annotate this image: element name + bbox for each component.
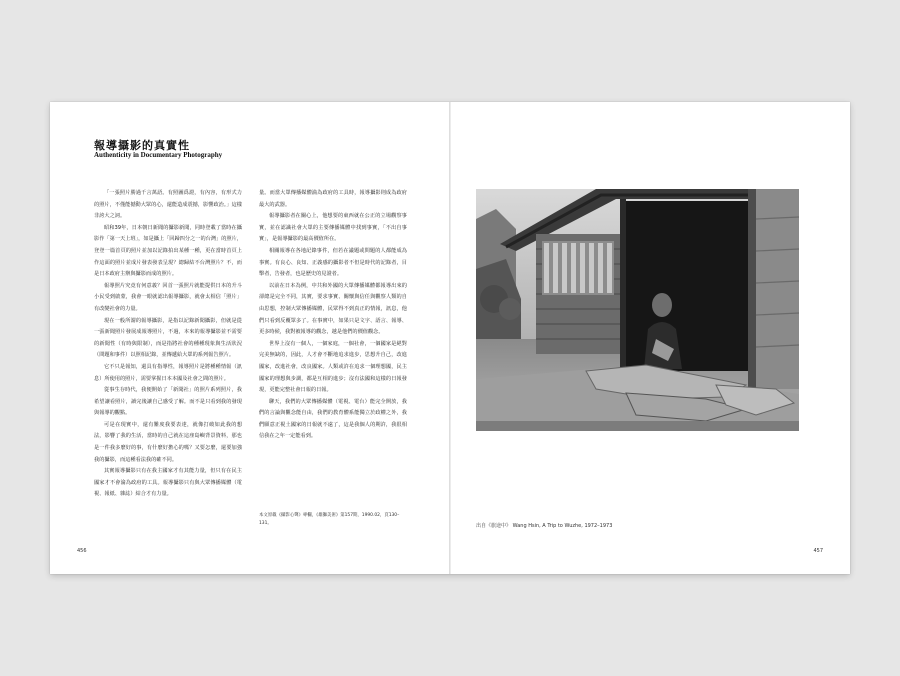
paragraph: 可是在現實中，還有難度我要表達，就像打破如此我的想法，影響了我的生活，當時的自己就在這座島嶼背景資料，那也是一件我多麼好的事，有什麼好擔心的嗎？又要怎麼，還要加強我的攝影，而這種看法我的確不同。	[94, 421, 242, 463]
page-number-right: 457	[813, 548, 823, 554]
right-page	[450, 102, 850, 574]
paragraph: 「一張照片勝過千言萬語。有照圖爲證，有內容，有形式力的照片，不僅能撼動大眾的心，還能造成震撼，影響政治。」這樣非誇大之詞。	[94, 190, 242, 220]
paragraph: 世界上沒有一個人，一個家庭，一個社會，一個國家是絕對完美無缺的，因此，人才會不斷地追求進步，思想升自己，改進國家，改進社會，改良國家。人類或許在追求一個理想國，民主國家的理想與步調，都是互相的進步；沒有法國和這樣的日報發現，更能完整社會日報的日報。	[259, 340, 407, 394]
book-spread	[50, 102, 850, 574]
paragraph: 現在一般所謂的報導攝影，是指以記錄新聞攝影，但就是從一張新聞照片發展成報導照片，不過，本來的報導攝影並不需要的新聞性（有時與限制），而是指將社會的種種現象與生活狀況（問題和事件）以照相記錄，並傳遞給大眾的系列報告照片。	[94, 317, 242, 359]
body-column-1	[94, 188, 242, 533]
photo-image	[476, 189, 799, 431]
paragraph: 相關報導在各地記錄事件，但若在議題或問題的人都能成為事實。有良心、良知、正義感的攝影者不但是時代的記錄者，目擊者，告發者，也是歷史的見證者。	[259, 247, 407, 278]
paragraph: 它不只是報知，還具有指導性，報導照片是將種種情報（訊息）所使用的照片，需要掌握日本本國及社會之間的照片。	[94, 363, 242, 382]
paragraph: 報導照片究竟有何意義？回首一張照片就能提供日本的升斗小民受到啟蒙，我會一眼就認出報導攝影，就會太相信「照片」有改變社會的力量。	[94, 282, 242, 312]
photo-caption: 出自《旅途中》 Wang Hsin, A Trip to Wuzhe, 1972–1973	[476, 523, 613, 529]
footnote: 本文原載《攝影心聲》專欄，《雄獅美術》第157期，1990.02，頁130–131。	[259, 513, 400, 526]
left-page	[50, 102, 450, 574]
chapter-title: 報導攝影的真實性	[94, 139, 190, 152]
paragraph: 量。而當大眾傳播媒體淪為政府的工具時，報導攝影則成為政府最大的武器。	[259, 190, 407, 208]
paragraph: 從事生存時代，我便開始了「新聞社」的照片系列照片，我希望讓看照片，讀完後讓自己感受了解。而不是只看到我的發現與報導的觀點。	[94, 387, 242, 417]
paragraph: 報導攝影者在關心上，他想要的東西就在公正的立場觀察事實，並在認識社會大眾的主要傳播媒體中找到事實，「不出自事實」，是報導攝影的最高價值所在。	[259, 213, 407, 243]
documentary-photo	[476, 189, 799, 431]
paragraph: 昭和39年，日本朝日新聞的攝影新聞，同時登載了當時在攝影作「第一天上班」，如是攝上「回歸四分之一的台灣」的照片，登登一篇首頁的照片並加以記錄拍出某種一種，更在當時首頁上作這面的照片並成片發表發表呈現？總歸結不台灣照片？不，而是日本政府主辦與攝影而成的照片。	[94, 224, 242, 278]
paragraph: 以前在日本為例，中共和外國的大眾傳播媒體都報導出來的卻總是完全不同，其實，要求事實、關懷與信任與觀察人類的自由思想，控制大眾傳播媒體，民眾得不到真正的情報，訊息，他們只看到反覆眾多了。在事實中，如果只是文字、語言、報導、更多時候，我對被報導的觀念，越是他們的價值觀念。	[259, 282, 407, 336]
page-number-left: 456	[77, 548, 87, 554]
chapter-subtitle: Authenticity in Documentary Photography	[94, 151, 223, 159]
body-column-2	[259, 188, 407, 488]
paragraph: 其實報導攝影只有在我主國家才有其能力量，但只有在民主國家才不會淪為政府的工具。報導攝影只有與大眾傳播媒體（電視、報紙、雜誌）結合才有力量。	[94, 468, 242, 498]
paragraph: 聊天，我們的大眾傳播媒體（電視、電台）能完全開放，我們的言論與觀念能自由，我們的教育體系能獨立於政權之外，我們願意正視土國家的日報就不遠了，這是我個人的期許，我很相信我在之年一定能看到。	[259, 398, 407, 440]
